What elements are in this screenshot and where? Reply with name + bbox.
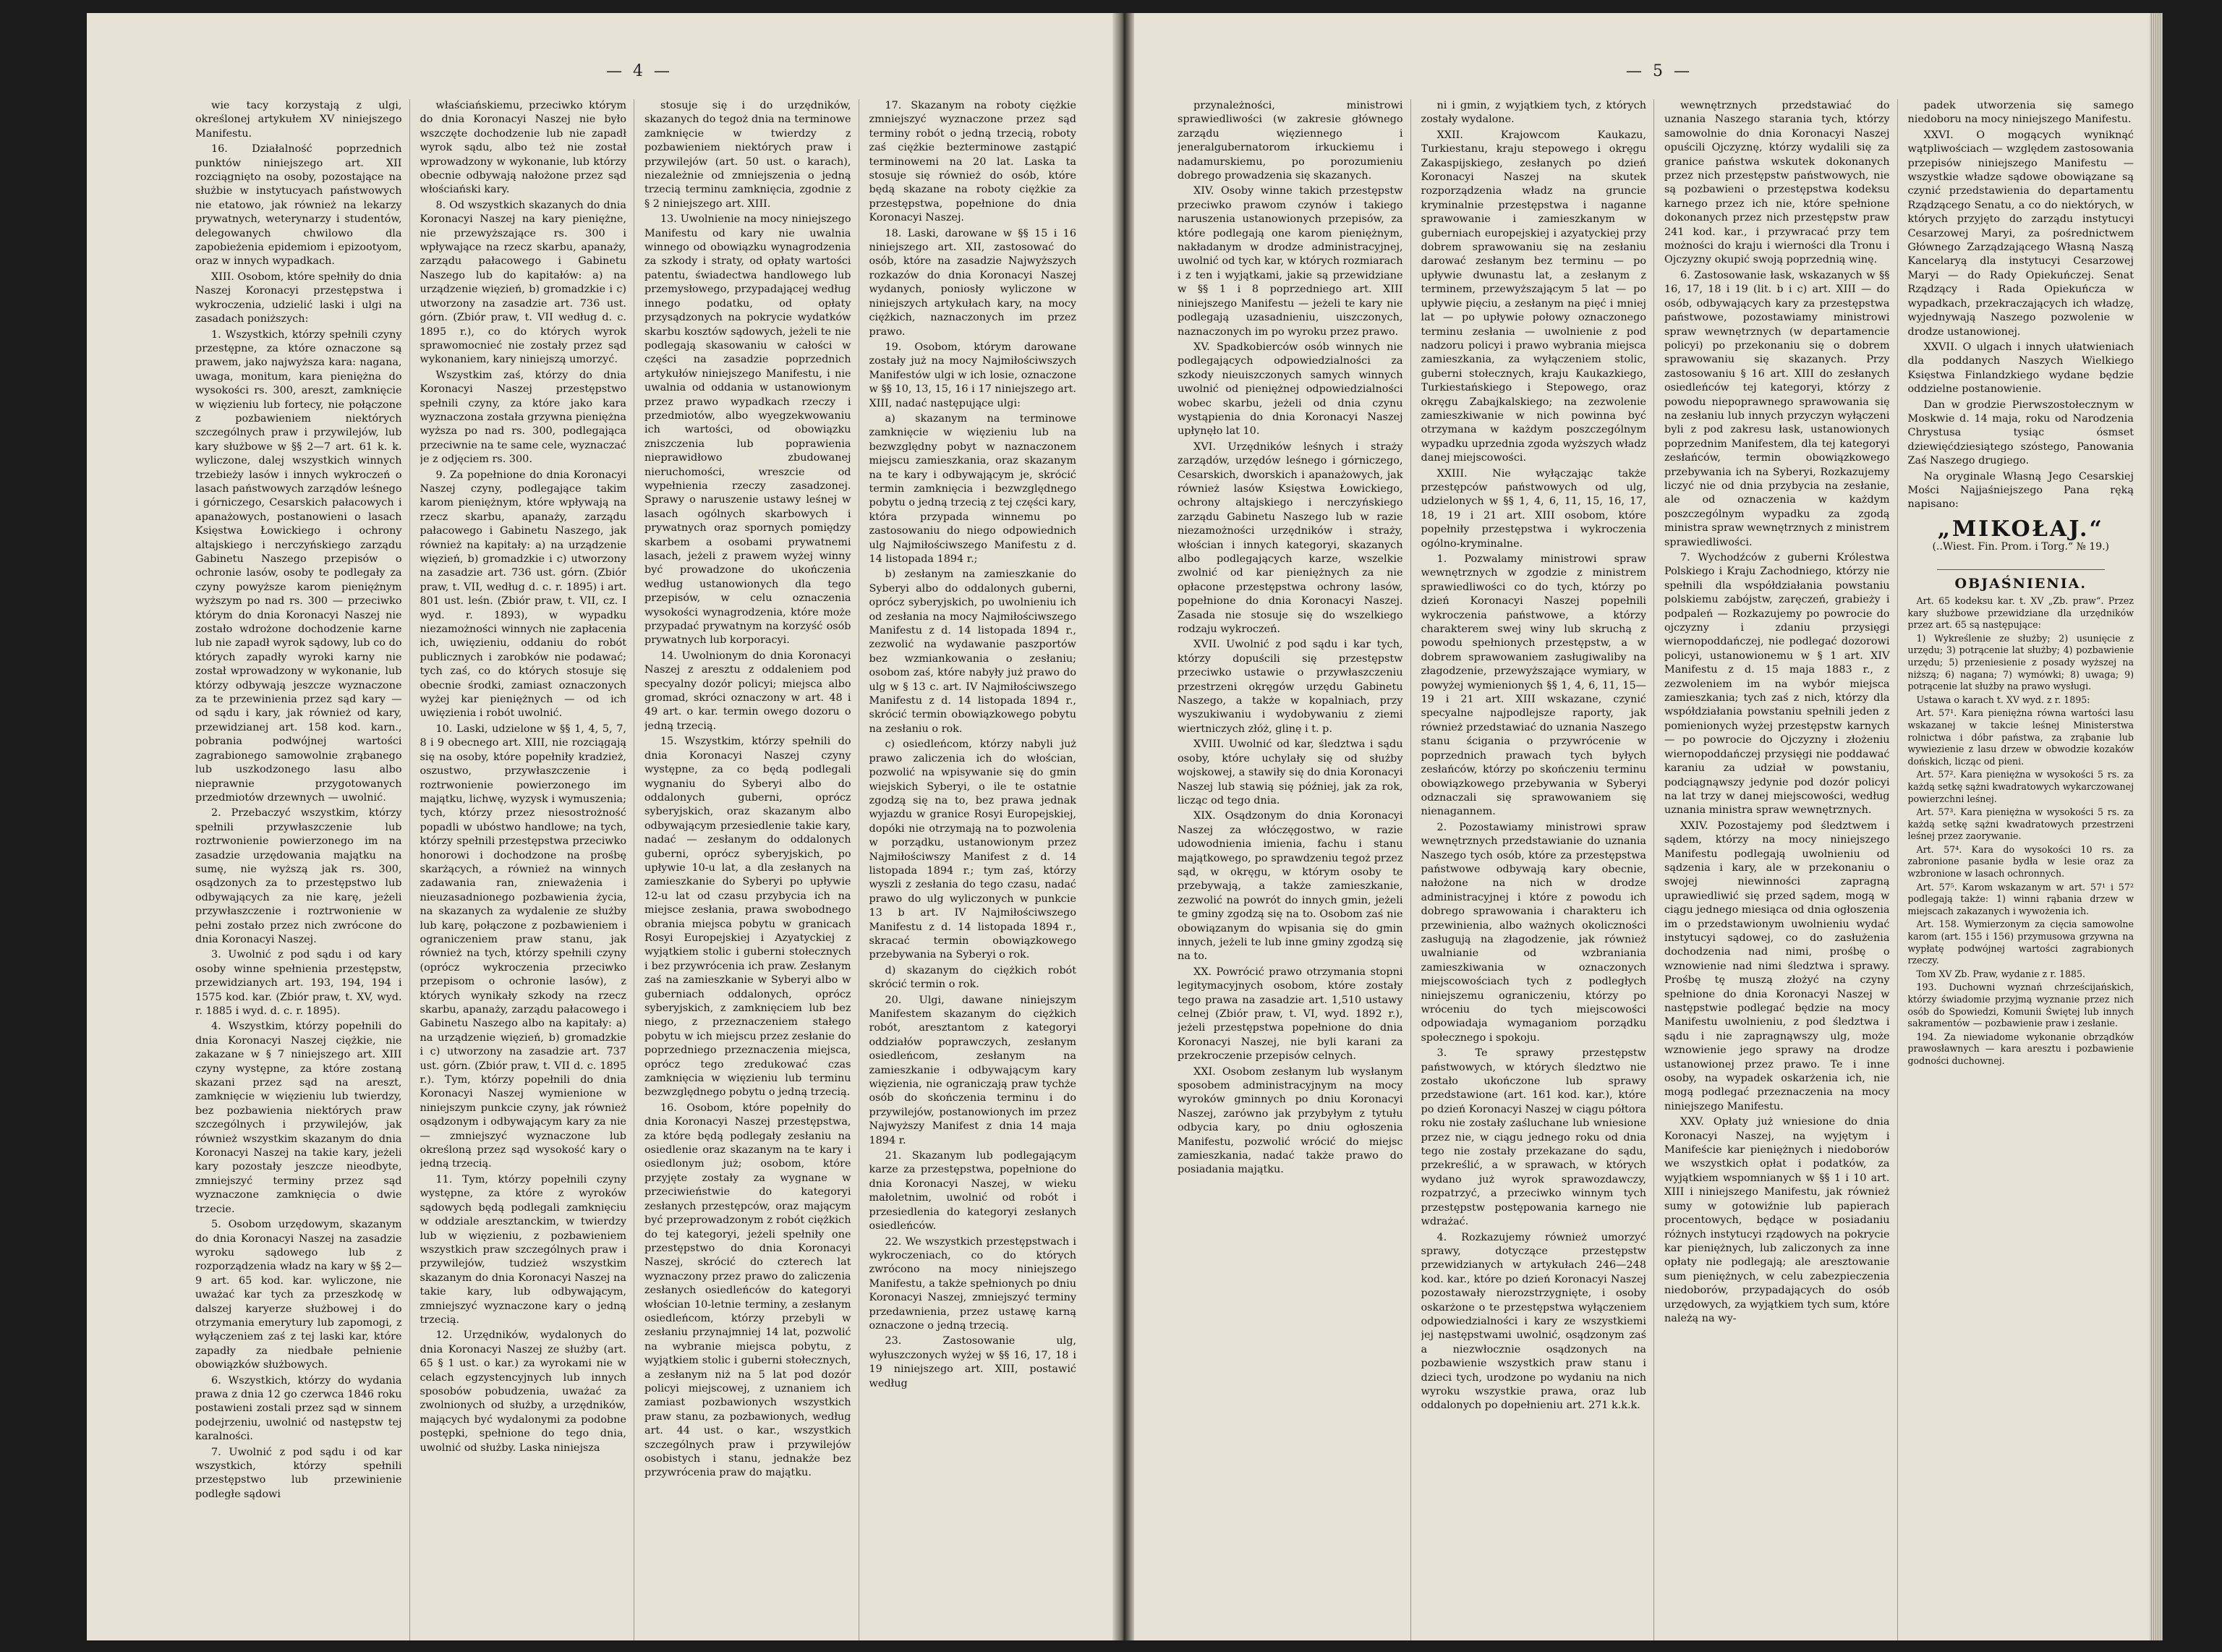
paragraph: XV. Spadkobierców osób winnych nie podlegających odpowiedzialności za szkody nieuiszczonych samych winnych uwolnić od pieniężnej odpowiedzialności wobec skarbu, jeżeli od dnia czynu wystąpienia do dnia Koronacyi Naszej upłynęło lat 10. [1178, 341, 1403, 438]
paragraph: XIV. Osoby winne takich przestępstw przeciwko prawom czynów i takiego naruszenia ustanowionych przepisów, za które podlegają one karom pieniężnym, nakładanym w drodze administracyjnej, uwolnić od tych kar, w których rozmiarach i z ten i wyjątkami, jakie są przewidziane w §§ 1 i 8 poprzedniego art. XIII niniejszego Manifestu — jeżeli te kary nie podlegają uzasadnieniu, uiszczonych, naznaczonych im po wyroku przez prawo. [1178, 185, 1403, 338]
paragraph: przynależności, ministrowi sprawiedliwości (w zakresie głównego zarządu więziennego i jeneralgubernatorom irkuckiemu i nadamurskiemu, po porozumieniu dobrego prowadzenia się skazanych. [1178, 100, 1403, 182]
paragraph: Art. 57³. Kara pieniężna w wysokości 5 rs. za każdą setkę sążni kwadratowych przestrzeni leśnej przez zaorywanie. [1907, 806, 2134, 842]
closing-paragraphs [1908, 99, 2134, 512]
paragraph: XXI. Osobom zesłanym lub wysłanym sposobem administracyjnym na mocy wyroków gminnych po dniu Koronacyi Naszej, zarówno jak przybyłym z tytułu odbycia kary, po dniu ogłoszenia Manifestu, pozwolić wrócić do miejsc zamieszkania, nadać także prawo do posiadania majątku. [1178, 1065, 1403, 1176]
paragraph: 3. Te sprawy przestępstw państwowych, w których śledztwo nie zostało ukończone lub sprawy przedstawione (art. 161 kod. kar.), które po dzień Koronacyi Naszej w ciągu półtora roku nie zostały zaśluchane lub wniesione przez nie, w ciągu jednego roku od dnia tego nie zostały przekazane do sądu, przekreślić, a w sprawach, w których wydano już wyrok sprawozdawczy, rozpatrzyć, a przeciwko winnym tych przestępstw postępowania karnego nie wdrażać. [1421, 1047, 1646, 1228]
paragraph: 2. Przebaczyć wszystkim, którzy spełnili przywłaszczenie lub roztrwonienie powierzonego im na zasadzie urzędowania majątku na sumę, nie wyższą jak rs. 300, osądzonych za to przestępstwo lub odbywających za nie karę, jeżeli przywłaszczenie i roztrwonienie w pełni zostało przez nich zwrócone do dnia Koronacyi Naszej. [195, 807, 402, 945]
paragraph: Art. 57⁵. Karom wskazanym w art. 57¹ i 57² podlegają także: 1) winni rąbania drzew w miejscach zakazanych i wywożenia ich. [1907, 881, 2134, 916]
divider [1937, 569, 2106, 570]
paragraph: c) osiedleńcom, którzy nabyli już prawo zaliczenia ich do włościan, pozwolić na wpisywanie się do gmin wiejskich Syberyi, o ile te ostatnie zgodzą się na to, bez prawa jednak wyjazdu w granice Rosyi Europejskiej, dopóki nie otrzymają na to pozwolenia w porządku, ustanowionym przez Najmiłościwszy Manifest z d. 14 listopada 1894 r.; tym zaś, którzy wyszli z zesłania do tego czasu, nadać prawo do ulg wyliczonych w punkcie 13 b art. IV Najmiłościwszego Manifestu z d. 14 listopada 1894 r., skracać termin obowiązkowego przebywania na Syberyi o rok. [869, 738, 1076, 961]
paragraph: 1. Wszystkich, którzy spełnili czyny przestępne, za które oznaczone są prawem, jako najwyższa kara: nagana, uwaga, monitum, kara pieniężna do wysokości rs. 300, areszt, zamknięcie w więzieniu lub fortecy, nie połączone z pozbawieniem niektórych szczególnych praw i przywilejów, lub kary służbowe w §§ 2—7 art. 61 k. k. wyliczone, dalej wszystkich winnych trzebieży lasów i innych wykroczeń o lasach państwowych zarządów leśnego i górniczego, Cesarskich pałacowych i apanażowych, postanowieni o lasach Księstwa Łowickiego i ochrony altajskiego i nerczyńskiego zarządu Gabinetu Naszego przepisów o ochronie lasów, osoby te podlegały za czyny powyższe karom pieniężnym wyższym po nad rs. 300 — przeciwko którym do dnia Koronacyi Naszej nie zostało wdrożone dochodzenie karne lub nie zapadł wyrok sądowy, lub co do których zapadły wyroki karny nie został wprowadzony w wykonanie, lub którzy odbywają jeszcze wyznaczone za te przewinienia przez sąd kary — od sądu i kary, jak również od kary, przewidzianej art. 158 kod. karn., pobrania podwójnej wartości zagrabionego samowolnie zrąbanego lub uszkodzonego lasu albo nieprawnie przygotowanych przedmiotów drzewnych — uwolnić. [195, 328, 402, 804]
paragraph: 3. Uwolnić z pod sądu i od kary osoby winne spełnienia przestępstw, przewidzianych art. 193, 194, 194 i 1575 kod. kar. (Zbiór praw, t. XV, wyd. r. 1885 i wyd. d. c. r. 1895). [195, 949, 402, 1017]
text-column-3 [1664, 99, 1898, 1640]
paragraph: stosuje się i do urzędników, skazanych do tegoż dnia na terminowe zamknięcie w twierdzy z pozbawieniem niektórych praw i przywilejów (art. 50 ust. o karach), niezależnie od zmniejszenia o jedną trzecią terminu zamknięcia, zgodnie z § 2 niniejszego art. XIII. [644, 100, 851, 210]
paragraph: XVII. Uwolnić z pod sądu i kar tych, którzy dopuścili się przestępstw przeciwko ustawie o przywłaszczeniu przestrzeni okręgów urzędu Gabinetu Naszego, a także w kopalniach, przy wyszukiwaniu i wydobywaniu z ziemi wiertniczych złóż, glinę i t. p. [1178, 639, 1403, 735]
paragraph: 194. Za niewiadome wykonanie obrządków prawosławnych — kara aresztu i pozbawienie godności duchownej. [1907, 1031, 2134, 1066]
paragraph: Art. 65 kodeksu kar. t. XV „Zb. praw“. Przez kary służbowe przewidziane dla urzędników przez art. 65 są następujące: [1907, 595, 2134, 631]
paragraph: Dan w grodzie Pierwszostołecznym w Moskwie d. 14 maja, roku od Narodzenia Chrystusa tysiąc ósmset dziewięćdziesiątego szóstego, Panowania Zaś Naszego drugiego. [1907, 399, 2134, 467]
paragraph: XIII. Osobom, które spełniły do dnia Naszej Koronacyi przestępstwa i wykroczenia, udzielić laski i ulgi na zasadach poniższych: [195, 271, 402, 325]
paragraph: 16. Osobom, które popełniły do dnia Koronacyi Naszej przestępstwa, za które będą podlegały zesłaniu na osiedlenie oraz skazanym na te kary i osiedlonym już; osobom, które przyjęte zostały za wygnane w przeciwieństwie do kategoryi zesłanych przestępców, oraz mającym być przeprowadzonym z robót ciężkich do tej kategoryi, jeżeli spełniły one przestępstwo do dnia Koronacyi Naszej, skrócić do czterech lat wyznaczony przez prawo do zaliczenia zesłanych osiedleńców do kategoryi włościan 10-letnie terminy, a zesłanym osiedleńcom, którzy przebyli w zesłaniu przynajmniej 14 lat, pozwolić na wybranie miejsca pobytu, z wyjątkiem stolic i guberni stołecznych, a zesłanym niż na 5 lat pod dozór policyi miejscowej, z uznaniem ich zamiast pozbawionych wszystkich praw stanu, za pozbawionych, według art. 44 ust. o kar., wszystkich szczególnych praw i przywilejów osobistych i stanu, jednakże bez przywrócenia praw do majątku. [644, 1102, 851, 1479]
paragraph: 5. Osobom urzędowym, skazanym do dnia Koronacyi Naszej na zasadzie wyroku sądowego lub z rozporządzenia władz na kary w §§ 2—9 art. 65 kod. kar. wyliczone, nie uważać kar tych za przeszkodę w dalszej karyerze służbowej i do otrzymania emerytury lub zapomogi, z wyłączeniem zaś z tej laski kar, które zapadły za niedbałe pełnienie obowiązków służbowych. [195, 1219, 402, 1371]
paragraph: 6. Wszystkich, którzy do wydania prawa z dnia 12 go czerwca 1846 roku postawieni zostali przez sąd w sinnem podejrzeniu, uwolnić od następstw tej karalności. [195, 1374, 402, 1443]
page-number: — 5 — [1626, 62, 1693, 80]
paragraph: wewnętrznych przedstawiać do uznania Naszego starania tych, którzy samowolnie do dnia Koronacyi Naszej opuścili Ojczyznę, którzy wydalili się za granice państwa wskutek dokonanych przez nich przestępstw państwowych, nie są pozbawieni o przestępstwa kodeksu karnego przez ich nie, które spełnione dokonanych przez nich przestępstw praw 241 kod. kar., i przywracać przy tem możności do kraju i wierności dla Tronu i Ojczyzny okupić swoją poprzednią winę. [1664, 100, 1890, 266]
paragraph: padek utworzenia się samego niedoboru na mocy niniejszego Manifestu. [1907, 100, 2134, 126]
paragraph: 1) Wykreślenie ze służby; 2) usunięcie z urzędu; 3) potrącenie lat służby; 4) pozbawienie urzędu; 5) przeniesienie z posady wyższej na niższą; 6) nagana; 7) wymówki; 8) uwaga; 9) potrącenie lat służby na prawo wysługi. [1907, 632, 2134, 692]
paragraph: 12. Urzędników, wydalonych do dnia Koronacyi Naszej ze służby (art. 65 § 1 ust. o kar.) za wyrokami nie w celach egzystencyjnych lub innych sposobów pobudzenia, uważać za zwolnionych od służby, a urzędników, mających być wydalonymi za podobne postępki, spełnione do tego dnia, uwolnić od służby. Laska niniejsza [420, 1329, 626, 1454]
paragraph: 4. Rozkazujemy również umorzyć sprawy, dotyczące przestępstw przewidzianych w artykułach 246—248 kod. kar., które po dzień Koronacyi Naszej pozostawały nierozstrzygnięte, i osoby oskarżone o te przestępstwa wyłączeniem odpowiedzialności i kary ze wszystkiemi jej następstwami uwolnić, osądzonym zaś a niezwłocznie osądzonych na pozbawienie wszystkich praw stanu i dzieci tych, urodzone po wydaniu na nich wyroku wszystkie prawa, oraz lub oddalonych po dopełnieniu art. 271 k.k.k. [1421, 1231, 1646, 1412]
paragraph: 18. Laski, darowane w §§ 15 i 16 niniejszego art. XII, zastosować do osób, które na zasadzie Najwyższych rozkazów do dnia Koronacyi Naszej wydanych, poniosły wyliczone w niniejszych artykułach kary, na mocy ciężkich, naznaczonych im przez prawo. [869, 227, 1076, 338]
text-column-4 [869, 99, 1084, 1640]
page-number: — 4 — [606, 62, 673, 80]
explanations-text [1908, 595, 2134, 1068]
text-column-3 [644, 99, 859, 1640]
paragraph: XXVII. O ulgach i innych ułatwieniach dla poddanych Naszych Wielkiego Księstwa Finlandzkiego wydane będzie oddzielne postanowienie. [1907, 341, 2134, 396]
paragraph: 193. Duchowni wyznań chrześcijańskich, którzy świadomie przyjmą wyznanie przez nich osób do Spowiedzi, Komunii Świętej lub innych sakramentów — pozbawienie praw i zesłanie. [1907, 982, 2134, 1029]
paragraph: 11. Tym, którzy popełnili czyny występne, za które z wyroków sądowych będą podlegali zamknięciu w oddziale aresztanckim, w twierdzy lub w więzieniu, z pozbawieniem wszystkich praw szczególnych praw i przywilejów, tudzież wszystkim skazanym do dnia Koronacyi Naszej na takie kary, lub odbywającym, zmniejszyć wyznaczone kary o jedną trzecią. [420, 1173, 626, 1326]
paragraph: 17. Skazanym na roboty ciężkie zmniejszyć wyznaczone przez sąd terminy robót o jedną trzecią, roboty zaś ciężkie bezterminowe zastąpić terminowemi na 20 lat. Laska ta stosuje się również do osób, które będą skazane na roboty ciężkie za przestępstwa, popełnione do dnia Koronacyi Naszej. [869, 100, 1076, 224]
paragraph: 20. Ulgi, dawane niniejszym Manifestem skazanym do ciężkich robót, aresztantom z kategoryi oddziałów poprawczych, zesłanym osiedleńcom, zesłanym na zamieszkanie i odbywającym kary więzienia, nie ograniczają praw tychże osób do skończenia terminu i do przywilejów, postanowionych im przez Najwyższy Manifest z dnia 14 maja 1894 r. [869, 994, 1076, 1146]
page-edge [2150, 13, 2163, 1640]
paragraph: 23. Zastosowanie ulg, wyłuszczonych wyżej w §§ 16, 17, 18 i 19 niniejszego art. XIII, postawić według [869, 1335, 1076, 1389]
paragraph: Art. 57¹. Kara pieniężna równa wartości lasu wskazanej w takcie leśnej Ministerstwa rolnictwa i dóbr państwa, za zrąbanie lub wywiezienie z lasu drzew w obwodzie kozaków dońskich, licząc od pieni. [1907, 707, 2134, 767]
paragraph: 19. Osobom, którym darowane zostały już na mocy Najmiłościwszych Manifestów ulgi w ich losie, oznaczone w §§ 10, 13, 15, 16 i 17 niniejszego art. XIII, nadać następujące ulgi: [869, 341, 1076, 409]
text-column-2 [1421, 99, 1655, 1640]
paragraph: 10. Laski, udzielone w §§ 1, 4, 5, 7, 8 i 9 obecnego art. XIII, nie rozciągają się na osoby, które popełniły kradzież, oszustwo, przywłaszczenie i roztrwonienie powierzonego im majątku, lichwę, wyzysk i wymuszenia; tych, którzy przez niesostrożność popadli w ubóstwo handlowe; na tych, którzy spełnili przestępstwa przeciwko honorowi i dochodzone na prośbę skarżących, a również na winnych zadawania ran, znieważenia i nieuzasadnionego pozbawienia życia, na skazanych za wydalenie ze służby lub karę, połączone z pozbawieniem i ograniczeniem praw stanu, jak również na tych, którzy spełnili czyny (oprócz wykroczenia przeciwko przepisom o ochronie lasów), z których wynikały szkody na rzecz skarbu, apanaży, zarządu pałacowego i Gabinetu Naszego albo na kapitały: a) na urządzenie więzień, b) gromadzkie i c) utworzony na zasadzie art. 737 ust. górn. (Zbiór praw, t. VII d. c. 1895 r.). Tym, którzy popełnili do dnia Koronacyi Naszej wymienione w niniejszym punkcie czyny, jak również osądzonym i odbywającym kary za nie — zmniejszyć wyznaczone lub określoną przez sąd wysokość kary o jedną trzecią. [420, 723, 626, 1170]
paragraph: 7. Wychodźców z guberni Królestwa Polskiego i Kraju Zachodniego, którzy nie spełnili dla współdziałania powstaniu polskiemu zabójstw, zaręczeń, grabieży i podpaleń — Rozkazujemy po powrocie do ojczyzny i zdaniu przysięgi wiernopoddańczej, nie podlegać dozorowi policyi, ustanowionemu w § 1 art. XIV Manifestu z d. 15 maja 1883 r., z zezwoleniem im na wybór miejsca zamieszkania; tych zaś z nich, którzy dla współdziałania powstaniu spełnili jeden z pomienionych wyżej przestępstw karnych — po powrocie do Ojczyzny i złożeniu wiernopoddańczej przysięgi nie poddawać karaniu za udział w powstaniu, podciągnąwszy jedynie pod dozór policyi na lat trzy w danej miejscowości, według uznania ministra spraw wewnętrznych. [1664, 552, 1890, 817]
paragraph: XXII. Krajowcom Kaukazu, Turkiestanu, kraju stepowego i okręgu Zakaspijskiego, zesłanych po dzień Koronacyi Naszej na skutek rozporządzenia władz na gruncie kryminalnie przestępstwa i naganne sprawowanie i zamieszkanym w guberniach europejskiej i azyatyckiej przy dobrem sprawowaniu się na zesłaniu darować zesłanym bez terminu — po upływie dwunastu lat, a zesłanym z terminem, przewyższającym 5 lat — po upływie pięciu, a zesłanym na pięć i mniej lat — po upływie połowy oznaczonego terminu zesłania — uwolnienie z pod nadzoru policyi i prawo wybrania miejsca zamieszkania, za wyłączeniem stolic, guberni stołecznych, kraju Kaukazkiego, Turkiestańskiego i Stepowego, oraz okręgu Zabajkalskiego; na zezwolenie zamieszkiwanie w nich powinna być otrzymana w każdym poszczególnym wypadku uprzednia zgoda wyższych władz danej miejscowości. [1421, 129, 1646, 464]
paragraph: Art. 57². Kara pieniężna w wysokości 5 rs. za każdą setkę sążni kwadratowych wykarczowanej powierzchni leśnej. [1907, 769, 2134, 804]
binding-gutter [1112, 13, 1134, 1640]
text-column-4 [1908, 99, 2142, 1640]
paragraph: właściańskiemu, przeciwko którym do dnia Koronacyi Naszej nie było wszczęte dochodzenie lub nie zapadł wyrok sądu, albo też nie został wprowadzony w wykonanie, lub którzy obecnie odbywają nałożone przez sąd włościański kary. [420, 100, 626, 196]
paragraph: XVI. Urzędników leśnych i straży zarządów, urzędów leśnego i górniczego, Cesarskich, dworskich i apanażowych, jak również lasów Księstwa Łowickiego, ochrony altajskiego i nerczyńskiego zarządu Gabinetu Naszego lub w razie niezamożności urzędników i straży, włościan i innych kategoryi, skazanych albo podlegających karze, wszelkie zwolnić od kar pieniężnych za nie opłacone przestępstwa ochrony lasów, popełnione do dnia Koronacyi Naszej. Zasada nie stosuje się do wszelkiego rodzaju wykroczeń. [1178, 440, 1403, 636]
text-column-2 [420, 99, 635, 1640]
paragraph: Na oryginale Własną Jego Cesarskiej Mości Najjaśniejszego Pana ręką napisano: [1907, 470, 2134, 511]
paragraph: ni i gmin, z wyjątkiem tych, z których zostały wydalone. [1421, 100, 1646, 126]
signature: „MIKOŁAJ.“ [1937, 516, 2104, 542]
paragraph: wie tacy korzystają z ulgi, określonej artykułem XV niniejszego Manifestu. [195, 100, 402, 140]
paragraph: XX. Powrócić prawo otrzymania stopni legitymacyjnych osobom, które zostały tego prawa na zasadzie art. 1,510 ustawy celnej (Zbiór praw, t. VI, wyd. 1892 r.), jeżeli przestępstwa popełnione do dnia Koronacyi Naszej, nie byli karani za przekroczenie przepisów celnych. [1178, 966, 1403, 1063]
paragraph: 15. Wszystkim, którzy spełnili do dnia Koronacyi Naszej czyny występne, za co będą podlegali wygnaniu do Syberyi albo do oddalonych guberni, oprócz syberyjskich, oraz skazanym albo odbywającym przesiedlenie takie kary, nadać — zesłanym do oddalonych guberni, oprócz syberyjskich, po upływie 10-u lat, a dla zesłanych na zamieszkanie do Syberyi po upływie 12-u lat od czasu przybycia ich na miejsce zesłania, prawa swobodnego obrania miejsca pobytu w granicach Rosyi Europejskiej i Azyatyckiej z wyjątkiem stolic i guberni stołecznych i bez przywrócenia ich praw. Zesłanym zaś na zamieszkanie w Syberyi albo w guberniach oddalonych, oprócz syberyjskich, z zamknięciem lub bez niego, z przeznaczeniem stałego pobytu w ich miejscu przez zesłanie do poprzedniego przeznaczenia miejsca, oprócz tego zredukować czas zamknięcia w więzieniu lub terminu bezwzględnego pobytu o jedną trzecią. [644, 736, 851, 1099]
paragraph: XXIV. Pozostajemy pod śledztwem i sądem, którzy na mocy niniejszego Manifestu podlegają uwolnieniu od sądzenia i kary, ale w przekonaniu o swojej niewinności zapragną uprawiedliwić się przed sądem, mogą w ciągu jednego miesiąca od dnia ogłoszenia im o przedstawionym uwolnieniu wydać instytucyi sądowej, co do zasłużenia dochodzenia nad nimi, prośbę o wznowienie nad nimi śledztwa i sprawy. Prośbę tę muszą złożyć na czyny spełnione do dnia Koronacyi Naszej w następstwie podlegać będzie na mocy Manifestu uwolnieniu, z pod śledztwa i sądu i nie zapragnąwszy ulg, może wznowienie jego sprawy na drodze ustanowionej przez prawo. Te i inne osoby, na wypadek oskarżenia ich, nie mogą podlegać przeznaczenia na mocy niniejszego Manifestu. [1664, 819, 1890, 1112]
paragraph: Wszystkim zaś, którzy do dnia Koronacyi Naszej przestępstwo spełnili czyny, za które jako kara wyznaczona została grzywna pieniężna wyższa po nad rs. 300, podlegająca przeciwnie na te same cele, wyznaczać je z odjęciem rs. 300. [420, 369, 626, 466]
paragraph: Art. 158. Wymierzonym za cięcia samowolne karom (art. 155 i 156) przymusowa grzywna na wypłatę podwójnej wartości zagrabionych rzeczy. [1907, 919, 2134, 966]
paragraph: 13. Uwolnienie na mocy niniejszego Manifestu od kary nie uwalnia winnego od obowiązku wynagrodzenia za szkody i straty, od opłaty wartości patentu, świadectwa handlowego lub przemysłowego, przypadającej według innego podatku, od opłaty przysądzonych na pokrycie wydatków skarbu kosztów sądowych, jeżeli te nie podlegają skasowaniu w całości w części na zasadzie poprzednich artykułów niniejszego Manifestu, i nie uwalnia od oddania w ustanowionym przez prawo wypadkach rzeczy i przedmiotów, albo wyegzekwowaniu ich wartości, od obowiązku zniszczenia lub poprawienia nieprawidłowo zbudowanej nieruchomości, wreszcie od wypełnienia rzeczy zasadzonej. Sprawy o naruszenie ustawy leśnej w lasach ogólnych skarbowych i prywatnych oraz spornych pomiędzy skarbem a osobami prywatnemi lasach, jeżeli z prawem wyżej winny być prowadzone do ukończenia według ustanowionych dla tego przepisów, w celu oznaczenia wysokości wynagrodzenia, które może przypadać prywatnym na korzyść osób prywatnych lub korporacyi. [644, 213, 851, 647]
paragraph: Tom XV Zb. Praw, wydanie z r. 1885. [1916, 968, 2086, 979]
text-column-1 [1178, 99, 1411, 1640]
paragraph: 21. Skazanym lub podlegającym karze za przestępstwa, popełnione do dnia Koronacyi Naszej, w wieku małoletnim, uwolnić od robót i przesiedlenia do kategoryi zesłanych osiedleńców. [869, 1150, 1076, 1232]
paragraph: XXIII. Nie wyłączając także przestępców państwowych od ulg, udzielonych w §§ 1, 4, 6, 11, 15, 16, 17, 18, 19 i 21 art. XIII osobom, które popełniły przestępstwa i wykroczenia ogólno-kryminalne. [1421, 467, 1646, 550]
paragraph: XIX. Osądzonym do dnia Koronacyi Naszej za włóczęgostwo, w razie udowodnienia imienia, fachu i stanu majątkowego, po sprawdzeniu tegoż przez sąd, w okręgu, w którym osoby te przebywają, a także zamieszkanie, zezwolić na powrót do innych gmin, jeżeli te gminy zgodzą się na to. Osobom zaś nie obowiązanym do wpisania się do gmin innych, jeżeli te lub inne gminy zgodzą się na to. [1178, 810, 1403, 963]
paragraph: 16. Działalność poprzednich punktów niniejszego art. XII rozciągnięto na osoby, pozostające na służbie w instytucyach państwowych nie etatowo, jak również na lekarzy prywatnych, weterynarzy i studentów, delegowanych chwilowo dla zapobieżenia epidemiom i epizootyom, oraz w innych wypadkach. [195, 143, 402, 268]
paragraph: 14. Uwolnionym do dnia Koronacyi Naszej z aresztu z oddaleniem pod specyalny dozór policyi; miejsca albo gromad, skróci oznaczony w art. 48 i 49 art. o kar. termin owego dozoru o jedną trzecią. [644, 650, 851, 732]
paragraph: 22. We wszystkich przestępstwach i wykroczeniach, co do których zwrócono na mocy niniejszego Manifestu, a także spełnionych po dniu Koronacyi Naszej, zmniejszyć terminy przedawnienia, przez ustawę karną oznaczone o jedną trzecią. [869, 1235, 1076, 1332]
paragraph: 4. Wszystkim, którzy popełnili do dnia Koronacyi Naszej ciężkie, nie zakazane w § 7 niniejszego art. XIII czyny występne, za które zostaną skazani przez sąd na areszt, zamknięcie w więzieniu lub twierdzy, bez pozbawienia niektórych praw szczególnych i przywilejów, jak również wszystkim skazanym do dnia Koronacyi Naszej na takie kary, jeżeli kary pozostały jeszcze nieodbyte, zmniejszyć terminy przez sąd wyznaczone zamknięcia o dwie trzecie. [195, 1021, 402, 1215]
text-columns [1178, 99, 2141, 1640]
paragraph: Ustawa o karach t. XV wyd. z r. 1895: [1916, 694, 2090, 705]
paragraph: XXVI. O mogących wyniknąć wątpliwościach — względem zastosowania przepisów niniejszego Manifestu — wszystkie władze sądowe obowiązane są czynić przedstawienia do departamentu Rządzącego Senatu, a co do niektórych, w których przyjęto do zarządu instytucyi Cesarzowej Maryi, za pośrednictwem Głównego Zarządzającego Własną Naszą Kancelaryą dla instytucyi Cesarzowej Maryi — do Rady Opiekuńczej. Senat Rządzący i Rada Opiekuńcza w wypadkach, przekraczających ich władzę, wyjednywają Naszego pozwolenie w drodze ustanowionej. [1907, 129, 2134, 338]
right-page [1134, 13, 2163, 1640]
left-page [87, 13, 1112, 1640]
source-citation: (..Wiest. Fin. Prom. i Torg.“ № 19.) [1932, 541, 2110, 553]
paragraph: d) skazanym do ciężkich robót skrócić termin o rok. [869, 964, 1076, 991]
paragraph: XVIII. Uwolnić od kar, śledztwa i sądu osoby, które uchylały się od służby wojskowej, a stawiły się do dnia Koronacyi Naszej lub stawią się później, jak za rok, licząc od tego dnia. [1178, 738, 1403, 806]
explanations-heading: OBJAŚNIENIA. [1954, 575, 2087, 592]
paragraph: Art. 57⁴. Kara do wysokości 10 rs. za zabronione pasanie bydła w lesie oraz za wzbronione w lasach ochronnych. [1907, 843, 2134, 880]
paragraph: a) skazanym na terminowe zamknięcie w więzieniu lub na bezwzględny pobyt w naznaczonem miejscu zamieszkania, oraz skazanym na te kary i odbywającym je, skrócić termin zamknięcia i bezwzględnego pobytu o jedną trzecią z tej części kary, która przypada winnemu po zastosowaniu do niego odpowiednich ulg Najmiłościwszego Manifestu z d. 14 listopada 1894 r.; [869, 412, 1077, 565]
paragraph: 6. Zastosowanie łask, wskazanych w §§ 16, 17, 18 i 19 (lit. b i c) art. XIII — do osób, odbywających kary za przestępstwa państwowe, pozostawiamy ministrowi spraw wewnętrznych (w departamencie policyi) po przekonaniu się o dobrem sprawowaniu się skazanych. Przy zastosowaniu § 16 art. XIII do zesłanych osiedleńców tej kategoryi, którzy z powodu niepoprawnego sprawowania się na zesłaniu lub innych przyczyn wyłączeni byli z pod zakresu łask, ustanowionych poprzednim Manifestem, dla tej kategoryi zesłańców, termin obowiązkowego przebywania ich na Syberyi, Rozkazujemy liczyć nie od dnia przybycia na zesłanie, ale od oznaczenia w każdym poszczególnym wypadku za zgodą ministra spraw wewnętrznych z ministrem sprawiedliwości. [1664, 269, 1890, 548]
paragraph: XXV. Opłaty już wniesione do dnia Koronacyi Naszej, na wyjętym i Manifeście kar pieniężnych i niedoborów we wszystkich opłat i podatków, za wyjątkiem wspomnianych w §§ 1 i 10 art. XIII i niniejszego Manifestu, jak również sumy w gotowiźnie lub papierach procentowych, będące w posiadaniu różnych instytucyi rządowych na pokrycie kar pieniężnych, lub zaliczonych za inne opłaty nie podlegają; ale aresztowanie sum pieniężnych, w celu zabezpieczenia niedoborów, przypadających do osób urzędowych, za wyjątkiem tych sum, które należą na wy- [1664, 1116, 1890, 1324]
paragraph: 8. Od wszystkich skazanych do dnia Koronacyi Naszej na kary pieniężne, nie przewyższające rs. 300 i wpływające na rzecz skarbu, apanaży, zarządu pałacowego i Gabinetu Naszego lub do kapitałów: a) na urządzenie więzień, b) gromadzkie i c) utworzony na zasadzie art. 736 ust. górn. (Zbiór praw, t. VII według d. c. 1895 r.), co do których wyrok sprawomocnieć nie zostały przez sąd wykonaniem, kary niniejszą umorzyć. [420, 199, 626, 366]
paragraph: 7. Uwolnić z pod sądu i od kar wszystkich, którzy spełnili przestępstwo lub przewinienie podległe sądowi [195, 1446, 402, 1500]
paragraph: b) zesłanym na zamieszkanie do Syberyi albo do oddalonych guberni, oprócz syberyjskich, po uwolnieniu ich od zesłania na mocy Najmiłościwszego Manifestu z d. 14 listopada 1894 r., zezwolić na wydawanie paszportów bez wzmiankowania o zesłaniu; osobom zaś, które nabyły już prawo do ulg w § 13 c. art. IV Najmiłościwszego Manifestu z d. 14 listopada 1894 r., skrócić termin obowiązkowego pobytu na zesłaniu o rok. [869, 569, 1076, 735]
newspaper-spread [87, 13, 2163, 1640]
paragraph: 1. Pozwalamy ministrowi spraw wewnętrznych w zgodzie z ministrem sprawiedliwości co do tych, którzy po dzień Koronacyi Naszej popełnili wykroczenia państwowe, a którzy charakterem swej winy lub skruchą z powodu spełnionych przestępstw, a w dobrem sprawowaniem zasługiwaliby na złagodzenie, przewyższające wymiary, w powyżej wymienionych §§ 1, 4, 6, 11, 15—19 i 21 art. XIII wskazane, czynić specyalne najpodlejsze raporty, jak również przedstawiać do uznania Naszego stanu ścigania o przywrócenie w poprzednich prawach tych byłych zesłańców, którzy po skończeniu terminu obowiązkowego przebywania w Syberyi odznaczali się sprawowaniem się nienagannem. [1421, 553, 1646, 818]
paragraph: 2. Pozostawiamy ministrowi spraw wewnętrznych przedstawianie do uznania Naszego tych osób, które za przestępstwa państwowe odbywają kary obecnie, nałożone na nich w drodze administracyjnej i które z powodu ich dobrego sprawowania i charakteru ich przewinienia, albo ważnych okoliczności zasługują na złagodzenie, jak również uwalnianie od wzbraniania zamieszkiwania w oznaczonych miejscowościach tych z podległych niniejszemu ograniczeniu, którzy po wróceniu do tych miejscowości odpowiadaja wymaganiom porządku społecznego i spokoju. [1421, 821, 1646, 1044]
text-columns [195, 99, 1084, 1640]
paragraph: 9. Za popełnione do dnia Koronacyi Naszej czyny, podlegające takim karom pieniężnym, które wpływają na rzecz skarbu, apanaży, zarządu pałacowego i Gabinetu Naszego, jak również na kapitały: a) na urządzenie więzień, b) gromadzkie i c) utworzony na zasadzie art. 736 ust. górn. (Zbiór praw, t. VII, według d. c. r. 1895) i art. 801 ust. leśn. (Zbiór praw, t. VII, cz. I wyd. r. 1893), w wypadku niezamożności winnych nie zapłacenia ich, uwięzieniu, oddaniu do robót publicznych i zarobków nie podawać; tych zaś, co do których stosuje się obecnie środki, zamiast oznaczonych wyżej kar pieniężnych — od ich uwięzienia i robót uwolnić. [420, 469, 626, 720]
text-column-1 [195, 99, 410, 1640]
